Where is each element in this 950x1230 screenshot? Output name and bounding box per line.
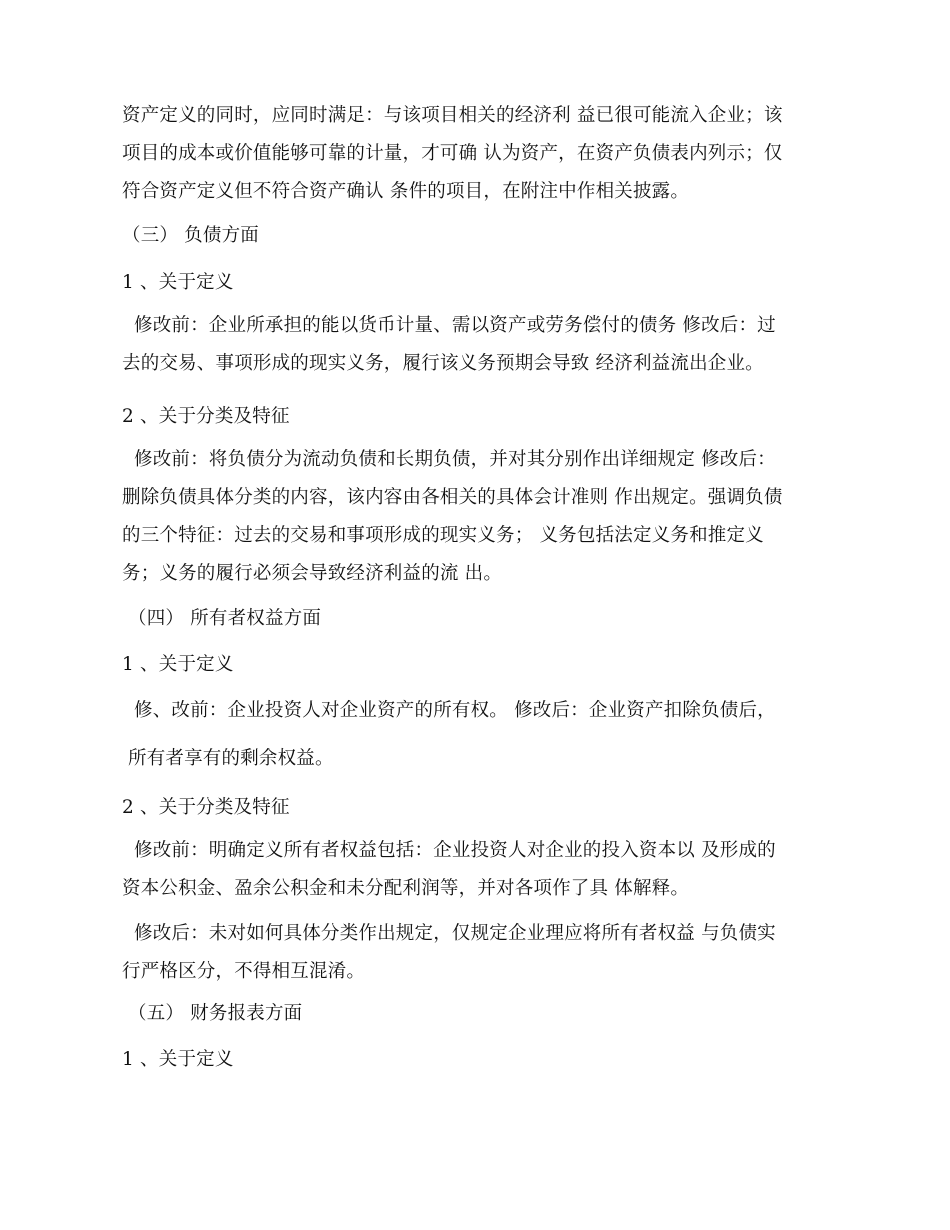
text-line: 2 、关于分类及特征: [122, 406, 290, 427]
subheading-definition: [122, 264, 812, 302]
section-heading-liabilities: [122, 217, 812, 255]
text-line: 修改前：明确定义所有者权益包括：企业投资人对企业的投入资本以 及形成的: [134, 840, 776, 861]
text-line: 务；义务的履行必须会导致经济利益的流 出。: [122, 563, 503, 584]
text-line: 1 、关于定义: [122, 654, 234, 675]
text-line: 资本公积金、盈余公积金和未分配利润等，并对各项作了具 体解释。: [122, 878, 690, 899]
text-line: 修改前：将负债分为流动负债和长期负债，并对其分别作出详细规定 修改后：: [134, 449, 776, 470]
text-line: 2 、关于分类及特征: [122, 797, 290, 818]
subheading-definition: [122, 1041, 812, 1079]
text-line: （三） 负债方面: [122, 225, 259, 246]
text-line: 修、改前：企业投资人对企业资产的所有权。 修改后：企业资产扣除负债后，: [134, 700, 776, 721]
paragraph-equity-before: [122, 832, 824, 908]
section-heading-equity: [128, 600, 818, 638]
section-heading-statements: [128, 995, 818, 1033]
text-line: 1 、关于定义: [122, 1049, 234, 1070]
text-line: 去的交易、事项形成的现实义务，履行该义务预期会导致 经济利益流出企业。: [122, 353, 764, 374]
text-line: （五） 财务报表方面: [128, 1003, 303, 1024]
text-line: 的三个特征：过去的交易和事项形成的现实义务； 义务包括法定义务和推定义: [122, 525, 764, 546]
subheading-classification: [122, 398, 812, 436]
paragraph-liability-classification: [122, 441, 824, 593]
subheading-definition: [122, 646, 812, 684]
text-line: 删除负债具体分类的内容，该内容由各相关的具体会计准则 作出规定。强调负债: [122, 487, 783, 508]
text-line: 修改后：未对如何具体分类作出规定，仅规定企业理应将所有者权益 与负债实: [134, 923, 776, 944]
paragraph-liability-definition: [122, 307, 824, 383]
text-line: （四） 所有者权益方面: [128, 608, 322, 629]
text-line: 资产定义的同时，应同时满足：与该项目相关的经济利 益已很可能流入企业；该: [122, 105, 783, 126]
text-line: 所有者享有的剩余权益。: [128, 748, 334, 769]
text-line: 符合资产定义但不符合资产确认 条件的项目，在附注中作相关披露。: [122, 181, 690, 202]
text-line: 行严格区分，不得相互混淆。: [122, 961, 366, 982]
paragraph-equity-definition: [134, 692, 824, 730]
text-line: 项目的成本或价值能够可靠的计量，才可确 认为资产，在资产负债表内列示；仅: [122, 143, 783, 164]
paragraph-asset-recognition: [122, 97, 812, 211]
text-line: 修改前：企业所承担的能以货币计量、需以资产或劳务偿付的债务 修改后：过: [134, 315, 776, 336]
paragraph-equity-definition-cont: [128, 740, 818, 778]
subheading-classification: [122, 789, 812, 827]
paragraph-equity-after: [122, 915, 824, 991]
text-line: 1 、关于定义: [122, 272, 234, 293]
